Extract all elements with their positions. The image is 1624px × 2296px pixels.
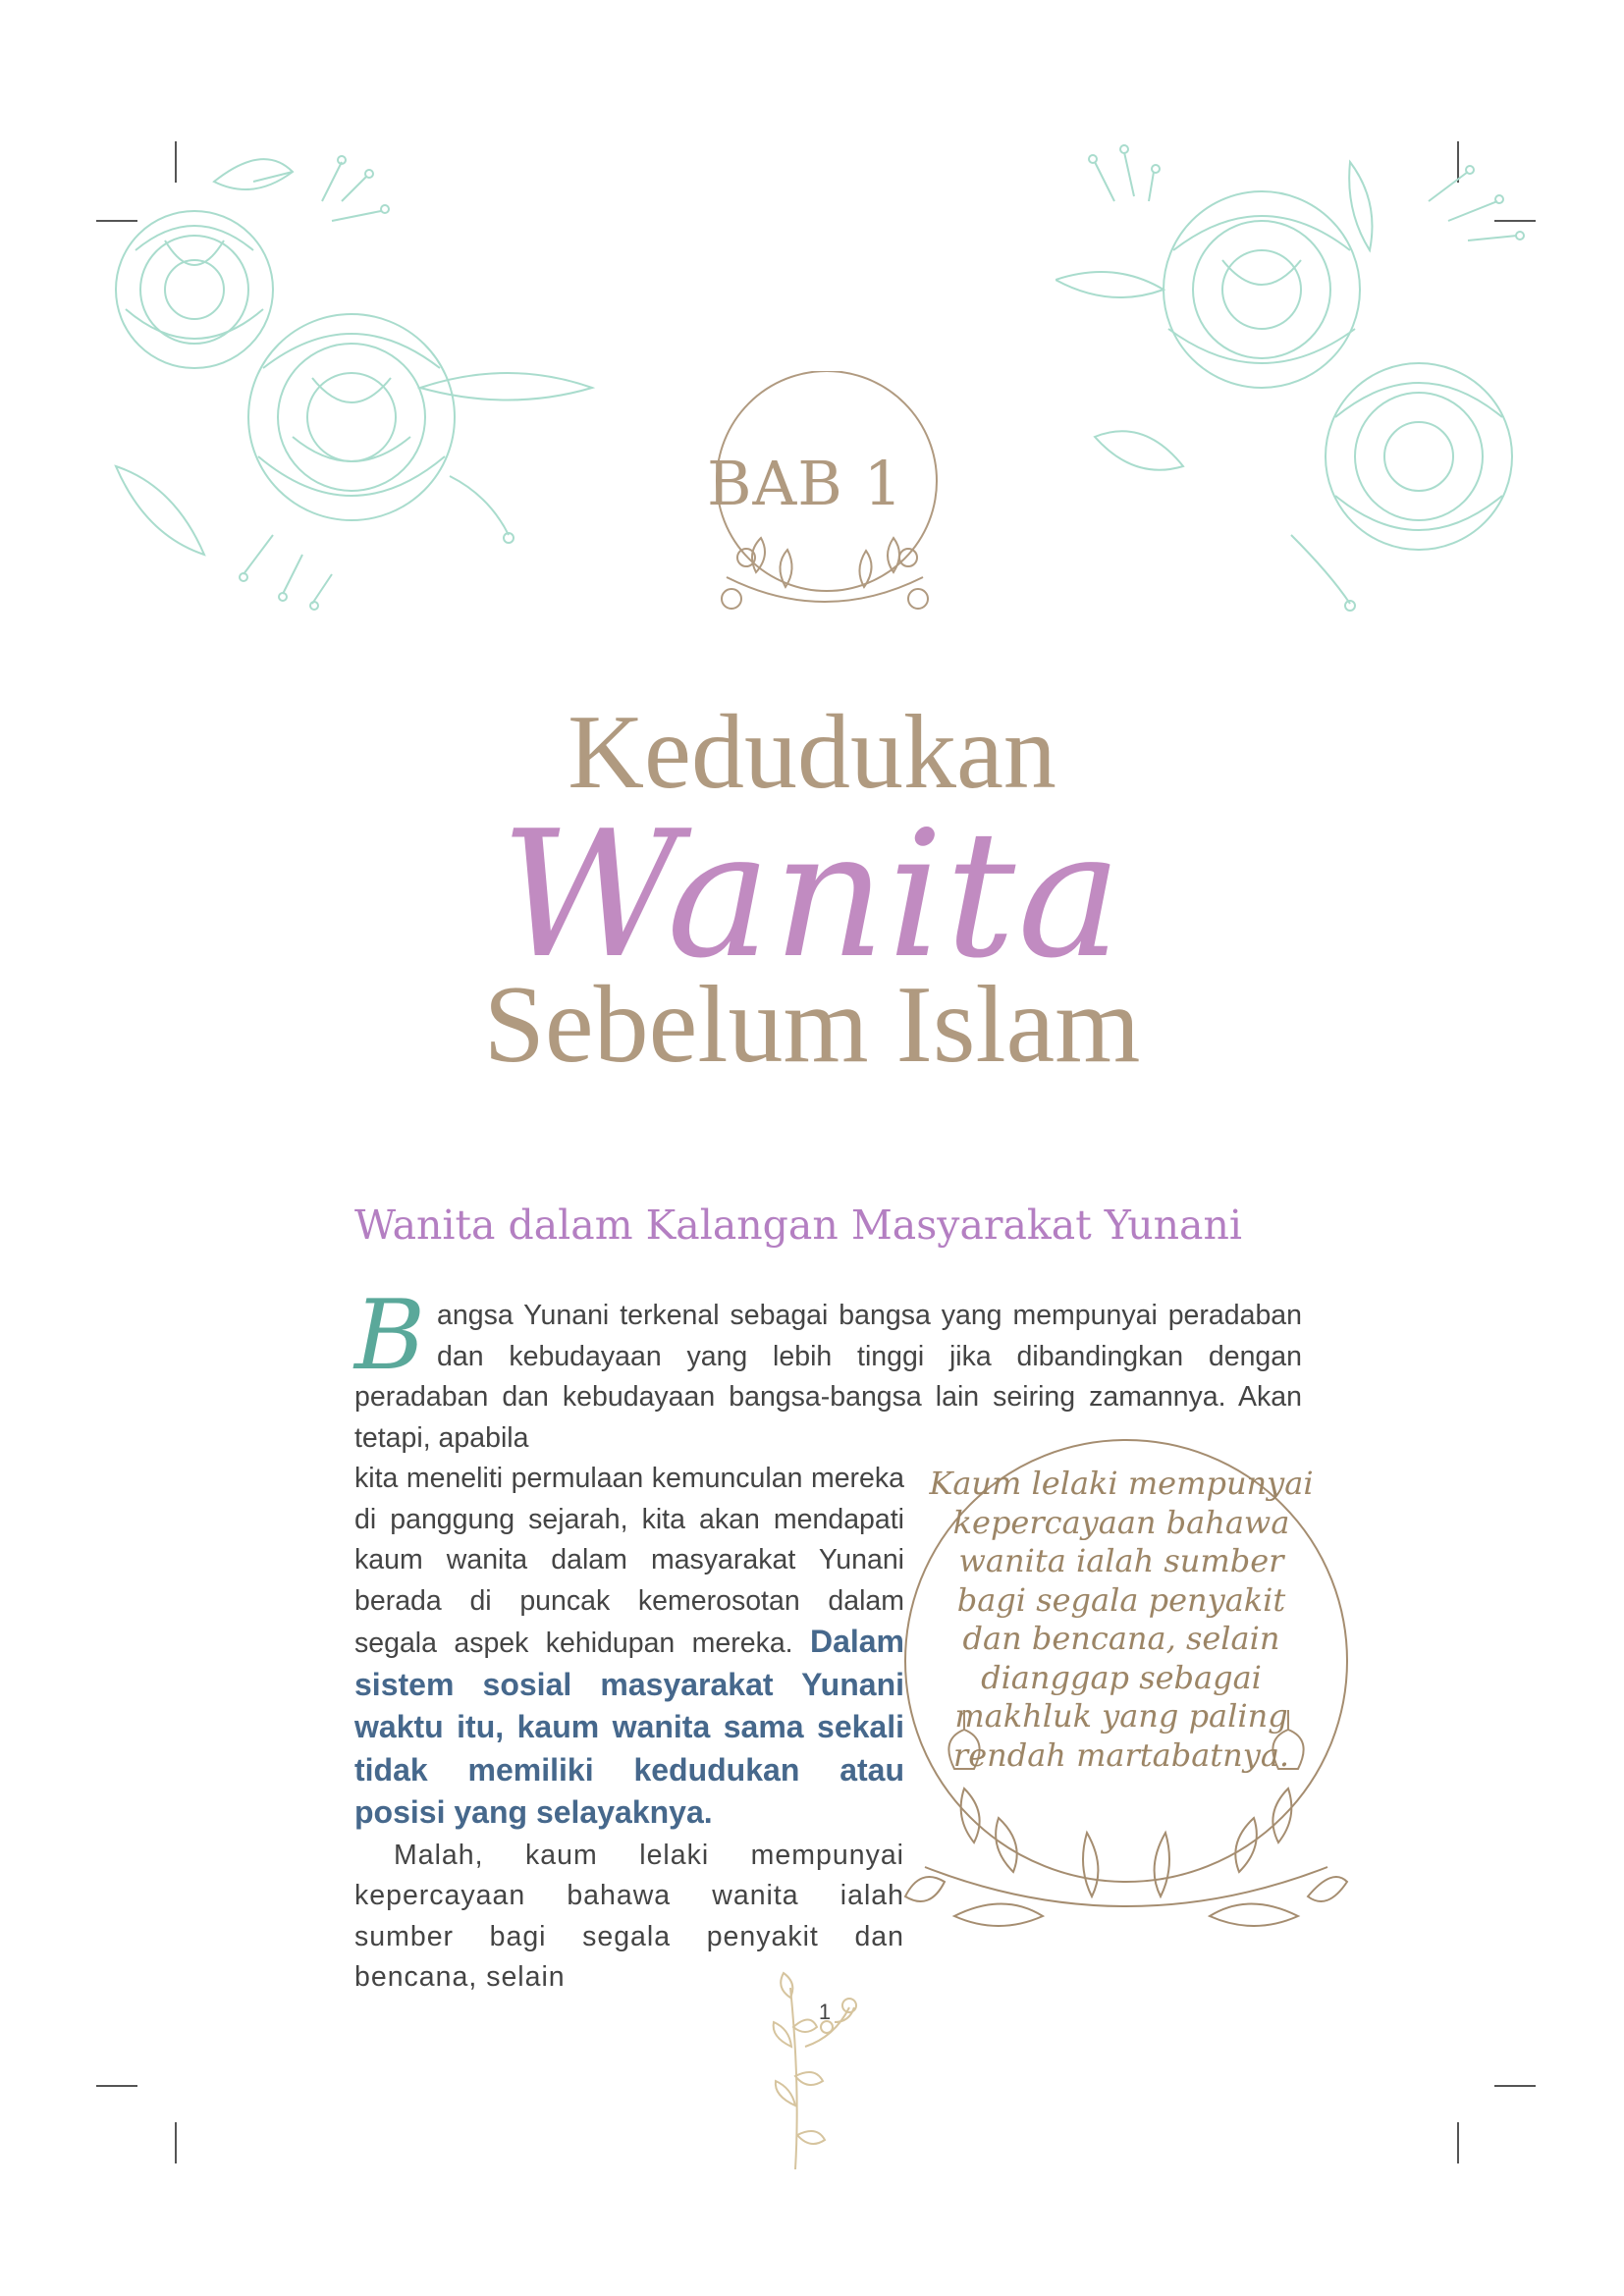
chapter-badge [687, 371, 952, 636]
title-line-3: Sebelum Islam [483, 964, 1141, 1086]
chapter-label: BAB 1 [706, 448, 904, 519]
paragraph-1-intro-text: angsa Yunani terkenal sebagai bangsa yang mempunyai peradaban dan kebudayaan yang lebih tinggi jika dibandingkan dengan peradaban dan kebudayaan bangsa-bangsa lain seiring zamannya. Akan tetapi, apabila [354, 1300, 1302, 1454]
section-heading: Wanita dalam Kalangan Masyarakat Yunani [354, 1201, 1243, 1249]
crop-mark [1494, 2085, 1536, 2087]
title-line-2: Wanita [500, 793, 1124, 996]
floral-illustration-right [1056, 142, 1546, 623]
page-number: 1 [818, 2000, 832, 2024]
floral-illustration-left [96, 142, 597, 623]
paragraph-1-narrow-text: kita meneliti permulaan kemunculan mereka di panggung sejarah, kita akan mendapati kaum wanita dalam masyarakat Yunani berada di puncak kemerosotan dalam segala aspek kehidupan mereka. [354, 1463, 904, 1659]
pull-quote [895, 1435, 1357, 1965]
emphasis-text: Dalam sistem sosial masyarakat Yunani waktu itu, kaum wanita sama sekali tidak memiliki kedudukan atau posisi yang selayaknya. [354, 1624, 904, 1830]
narrow-column [354, 1459, 904, 1999]
crop-mark [175, 2122, 177, 2163]
pull-quote-text: Kaum lelaki mempunyai kepercayaan bahawa wanita ialah sumber bagi segala penyakit dan bencana, selain dianggap sebagai makhluk yang paling rendah martabatnya. [929, 1465, 1314, 1774]
title-line-1: Kedudukan [568, 694, 1056, 811]
paragraph-1-continued [354, 1459, 904, 1836]
crop-mark [1457, 2122, 1459, 2163]
drop-cap: B [354, 1280, 426, 1392]
crop-mark [96, 2085, 137, 2087]
paragraph-2: Malah, kaum lelaki mempunyai kepercayaan bahawa wanita ialah sumber bagi segala penyakit dan bencana, selain [354, 1839, 904, 1993]
